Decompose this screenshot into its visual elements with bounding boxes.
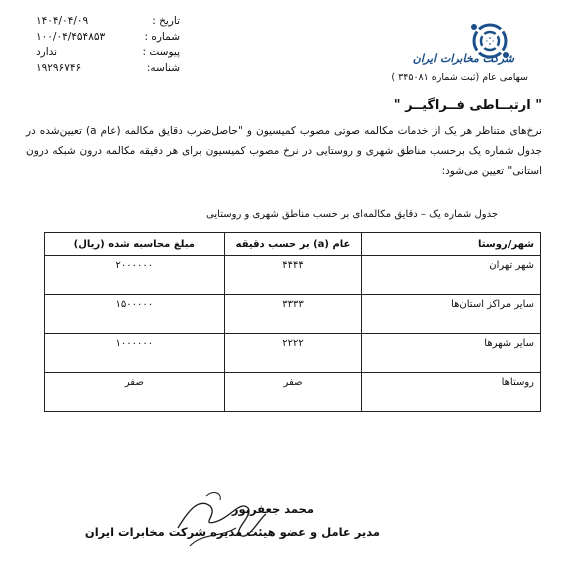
table-row bbox=[45, 295, 541, 334]
table-row bbox=[45, 334, 541, 373]
meta-attachment: پیوست : ندارد bbox=[36, 46, 180, 58]
header-minutes: عام (a) بر حسب دقیقه bbox=[224, 233, 362, 256]
cell-region: سایر مراکز استان‌ها bbox=[362, 295, 541, 334]
table-row bbox=[45, 373, 541, 412]
table-caption: جدول شماره یک – دقایق مکالمه‌ای بر حسب مناطق شهری و روستایی bbox=[206, 209, 498, 220]
cell-minutes: ۳۳۳۳ bbox=[224, 295, 362, 334]
cell-minutes: صفر bbox=[224, 373, 362, 412]
rates-table bbox=[44, 232, 541, 412]
table-header-row bbox=[45, 233, 541, 256]
cell-region: سایر شهرها bbox=[362, 334, 541, 373]
meta-id: شناسه: ۱۹۲۹۶۷۴۶ bbox=[36, 61, 180, 74]
cell-amount: ۱۵۰۰۰۰۰ bbox=[45, 295, 225, 334]
header-amount: مبلغ محاسبه شده (ریال) bbox=[45, 233, 225, 256]
signatory-title: مدیر عامل و عضو هیئت مدیره شرکت مخابرات ایران bbox=[84, 525, 380, 539]
meta-number: شماره : ۱۰۰/۰۴/۴۵۴۸۵۳ bbox=[36, 30, 180, 43]
letter-meta bbox=[30, 14, 180, 76]
cell-region: روستاها bbox=[362, 373, 541, 412]
cell-region: شهر تهران bbox=[362, 256, 541, 295]
company-registration: سهامی عام (ثبت شماره ۳۴۵۰۸۱ ) bbox=[391, 72, 528, 83]
company-logo-text: شرکت مخابرات ایران bbox=[412, 52, 514, 65]
cell-amount: ۲۰۰۰۰۰۰ bbox=[45, 256, 225, 295]
header-city-village: شهر/روستا bbox=[362, 233, 541, 256]
signatory-name: محمد جعفرپور bbox=[231, 502, 314, 516]
handwritten-signature-icon bbox=[170, 488, 270, 553]
cell-amount: صفر bbox=[45, 373, 225, 412]
meta-date: تاریخ : ۱۴۰۴/۰۴/۰۹ bbox=[36, 15, 180, 27]
cell-minutes: ۴۴۴۴ bbox=[224, 256, 362, 295]
cell-amount: ۱۰۰۰۰۰۰ bbox=[45, 334, 225, 373]
letter-subject: " ارتبــاطی فــراگیــر " bbox=[393, 98, 542, 113]
letter-paragraph: نرخ‌های متناظر هر یک از خدمات مکالمه صوتی مصوب کمیسیون و "حاصل‌ضرب دقایق مکالمه (عام a) تعیین‌شده در جدول شماره یک برحسب مناطق شهری و روستایی در نرخ مصوب کمیسیون برای هر دقیقه مکالمه درون شبکه درون استانی" تعیین می‌شود: bbox=[26, 125, 542, 177]
cell-minutes: ۲۲۲۲ bbox=[224, 334, 362, 373]
table-row bbox=[45, 256, 541, 295]
